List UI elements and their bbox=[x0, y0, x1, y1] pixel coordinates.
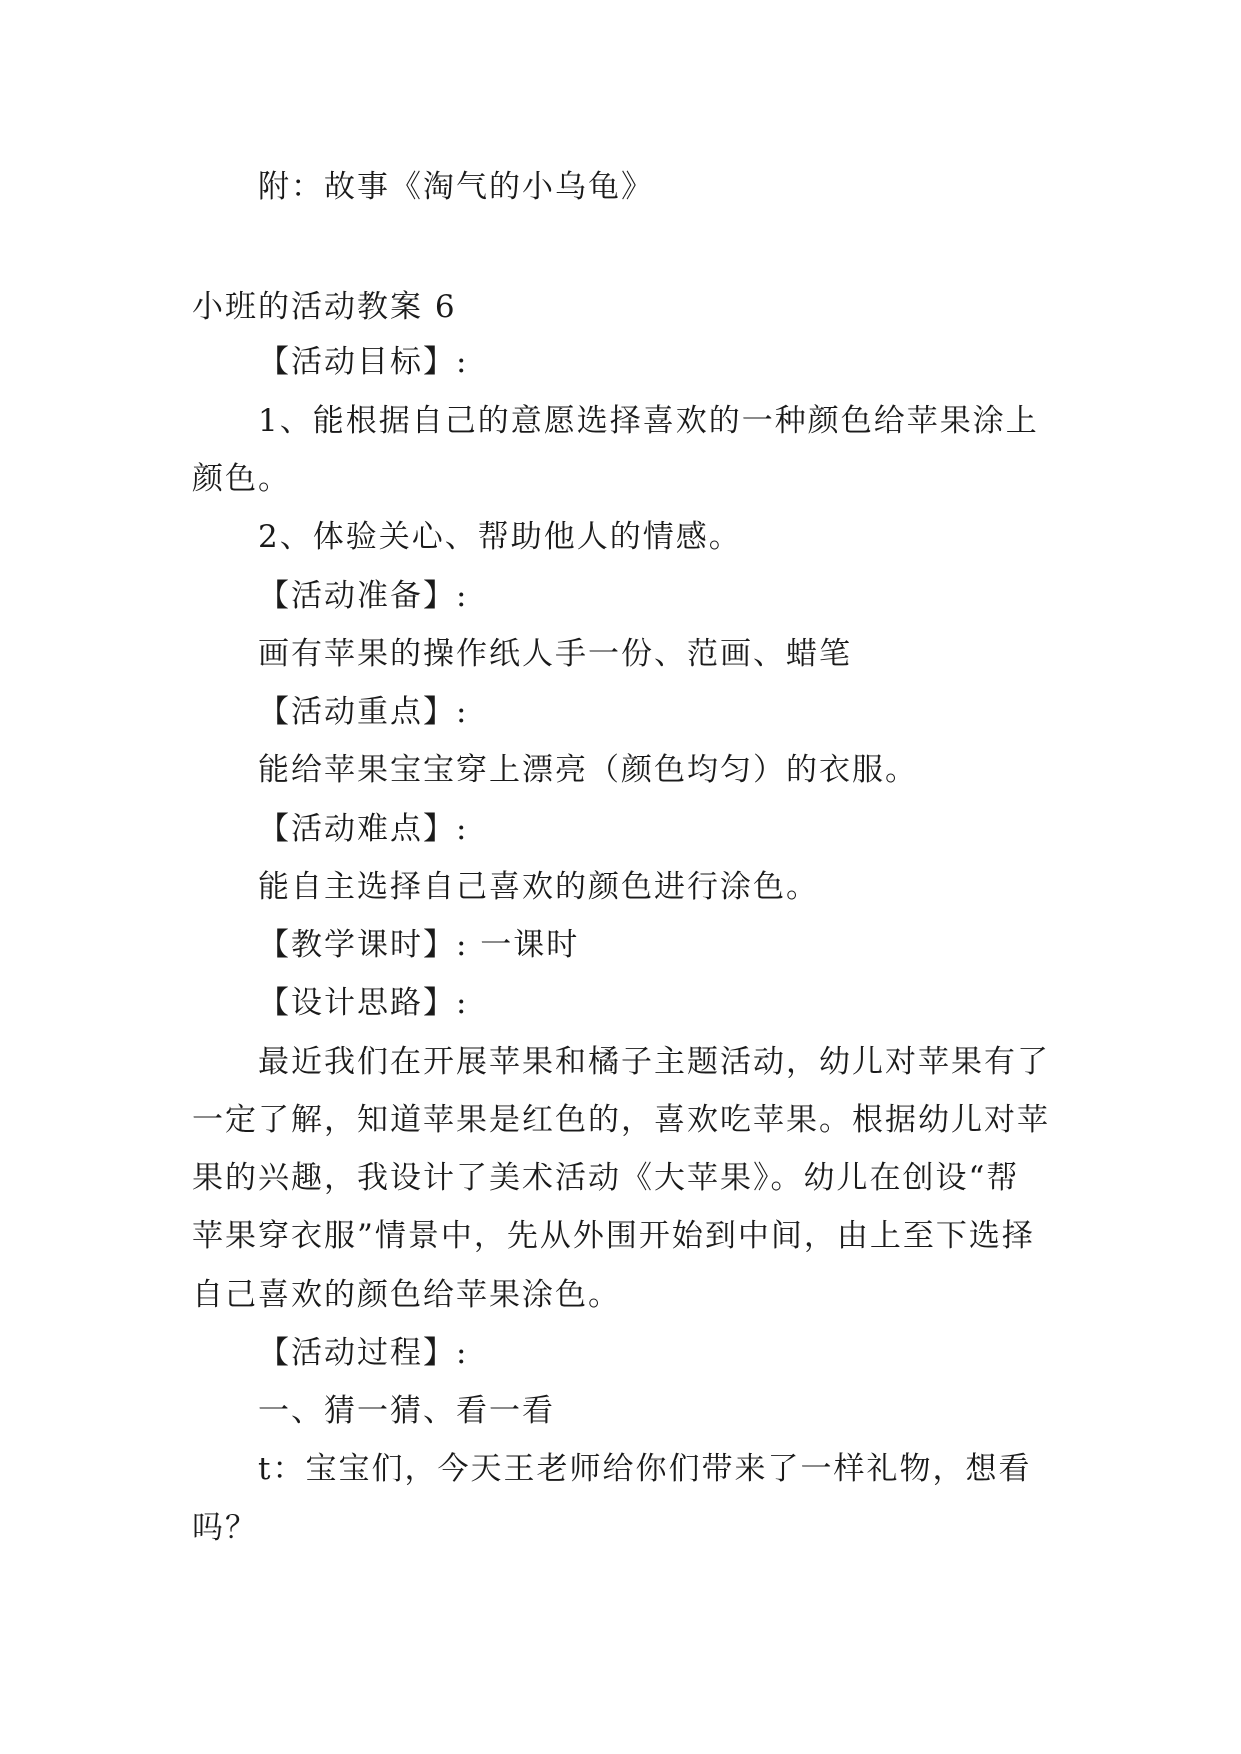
appendix-story-title: 附：故事《淘气的小乌龟》 bbox=[258, 169, 654, 205]
design-idea-line-2: 一定了解，知道苹果是红色的，喜欢吃苹果。根据幼儿对苹 bbox=[192, 1102, 1050, 1138]
heading-activity-goals: 【活动目标】: bbox=[258, 344, 469, 380]
teacher-speech-line-1: t：宝宝们，今天王老师给你们带来了一样礼物，想看 bbox=[258, 1451, 1032, 1487]
heading-activity-difficulty: 【活动难点】: bbox=[258, 811, 469, 847]
goal-2: 2、体验关心、帮助他人的情感。 bbox=[258, 519, 742, 555]
design-idea-line-5: 自己喜欢的颜色给苹果涂色。 bbox=[192, 1277, 621, 1313]
design-idea-line-4: 苹果穿衣服”情景中，先从外围开始到中间，由上至下选择 bbox=[192, 1218, 1035, 1254]
heading-activity-focus: 【活动重点】: bbox=[258, 694, 469, 730]
heading-activity-process: 【活动过程】: bbox=[258, 1335, 469, 1371]
goal-1-line-2: 颜色。 bbox=[192, 461, 291, 497]
heading-design-idea: 【设计思路】: bbox=[258, 985, 469, 1021]
teacher-speech-line-2: 吗？ bbox=[192, 1510, 258, 1546]
heading-activity-preparation: 【活动准备】: bbox=[258, 578, 469, 614]
section-title: 小班的活动教案 6 bbox=[192, 289, 457, 325]
goal-1-line-1: 1、能根据自己的意愿选择喜欢的一种颜色给苹果涂上 bbox=[258, 403, 1039, 439]
difficulty-text: 能自主选择自己喜欢的颜色进行涂色。 bbox=[258, 869, 819, 905]
design-idea-line-3: 果的兴趣，我设计了美术活动《大苹果》。幼儿在创设“帮 bbox=[192, 1160, 1020, 1196]
process-step-1: 一、猜一猜、看一看 bbox=[258, 1393, 555, 1429]
design-idea-line-1: 最近我们在开展苹果和橘子主题活动，幼儿对苹果有了 bbox=[258, 1044, 1050, 1080]
teaching-hours: 【教学课时】: 一课时 bbox=[258, 927, 580, 963]
preparation-text: 画有苹果的操作纸人手一份、范画、蜡笔 bbox=[258, 636, 852, 672]
focus-text: 能给苹果宝宝穿上漂亮（颜色均匀）的衣服。 bbox=[258, 752, 918, 788]
